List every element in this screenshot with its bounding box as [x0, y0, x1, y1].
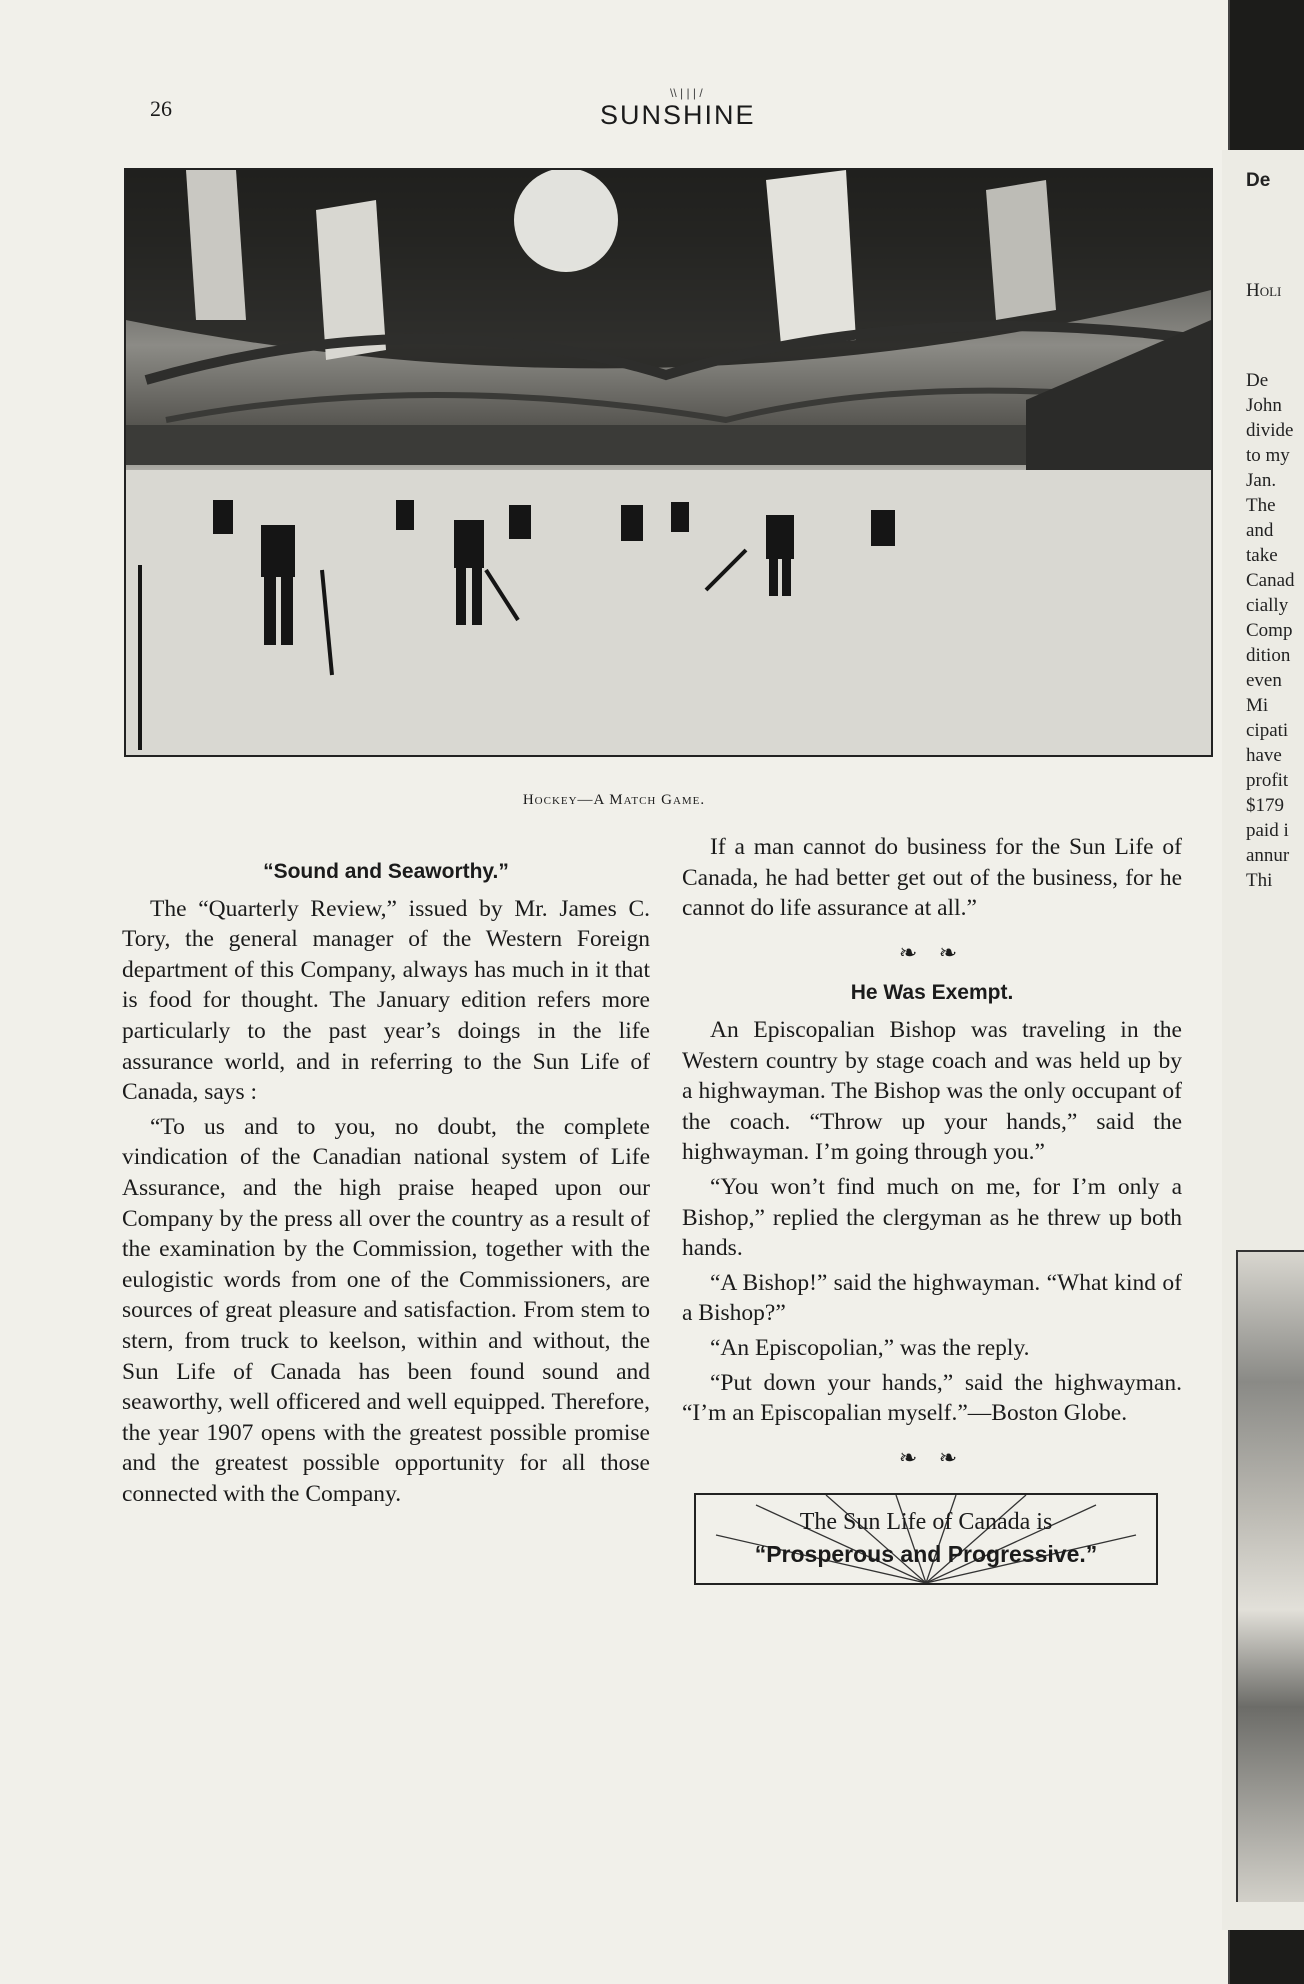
- adjacent-fragment: have: [1246, 745, 1282, 766]
- adjacent-fragment: paid i: [1246, 820, 1289, 841]
- adjacent-page-edge: [1222, 150, 1304, 1930]
- adjacent-fragment: Comp: [1246, 620, 1293, 641]
- adjacent-fragment: Thi: [1246, 870, 1273, 891]
- article-paragraph: “Put down your hands,” said the highwayman. “I’m an Episcopalian myself.”—Boston Globe.: [682, 1369, 1182, 1427]
- adjacent-fragment: divide: [1246, 420, 1294, 441]
- hockey-scene-drawing: [126, 170, 1211, 755]
- adjacent-page-photograph: [1236, 1250, 1304, 1902]
- article-paragraph: “A Bishop!” said the highwayman. “What kind of a Bishop?”: [682, 1269, 1182, 1327]
- adjacent-fragment: profit: [1246, 770, 1289, 791]
- adjacent-fragment: dition: [1246, 645, 1291, 666]
- adjacent-fragment: annur: [1246, 845, 1290, 866]
- right-column: [682, 832, 1182, 1585]
- adjacent-fragment: Jan.: [1246, 470, 1277, 491]
- sun-rays-icon: \\ | | | /: [670, 86, 703, 100]
- page-number: 26: [150, 96, 172, 121]
- adjacent-fragment: to my: [1246, 445, 1290, 466]
- adjacent-fragment: $179: [1246, 795, 1284, 816]
- adjacent-fragment: take: [1246, 545, 1278, 566]
- article-heading-sound-and-seaworthy: “Sound and Seaworthy.”: [263, 860, 509, 883]
- adjacent-fragment: John: [1246, 395, 1282, 416]
- article-heading-he-was-exempt: He Was Exempt.: [850, 981, 1014, 1005]
- adjacent-fragment: Mi: [1246, 695, 1269, 716]
- article-paragraph: “An Episcopolian,” was the reply.: [710, 1334, 1030, 1361]
- adjacent-fragment: Holi: [1246, 280, 1282, 301]
- advert-line-2: “Prosperous and Progressive.”: [754, 1541, 1098, 1568]
- article-paragraph: An Episcopalian Bishop was traveling in the Western country by stage coach and was held up by a highwayman. The Bishop was the only occupant of the coach. “Throw up your hands,” said the highwayman. I’m going through you.”: [682, 1016, 1182, 1166]
- adjacent-fragment: and: [1246, 520, 1274, 541]
- sun-life-advertisement: [694, 1493, 1158, 1585]
- article-paragraph: “You won’t find much on me, for I’m only a Bishop,” replied the clergyman as he threw up both hands.: [682, 1173, 1182, 1262]
- adjacent-fragment: even: [1246, 670, 1282, 691]
- article-paragraph: “To us and to you, no doubt, the complete vindication of the Canadian national system of Life Assurance, and the high praise heaped upon our Company by the press all over the country as a result of the examination by the Commission, together with the eulogistic words from one of the Commissioners, are sources of great pleasure and satisfaction. From stem to stern, from truck to keelson, within and without, the Sun Life of Canada has been found sound and seaworthy, well officered and well equipped. Therefore, the year 1907 opens with the greatest possible promise and the greatest possible opportunity for all those connected with the Company.: [122, 1113, 650, 1507]
- article-continuation: If a man cannot do business for the Sun Life of Canada, he had better get out of the business, for he cannot do life assurance at all.”: [682, 834, 1182, 922]
- adjacent-fragment: The: [1246, 495, 1276, 516]
- leaf-ornament-icon: ❧ ❧: [898, 1444, 966, 1470]
- masthead-text: SUNSHINE: [600, 100, 756, 130]
- photo-caption: Hockey—A Match Game.: [522, 792, 706, 808]
- adjacent-fragment: cially: [1246, 595, 1289, 616]
- hockey-photograph: [124, 168, 1213, 757]
- article-paragraph: The “Quarterly Review,” issued by Mr. James C. Tory, the general manager of the Western Foreign department of this Company, always has much in it that is food for thought. The January edition refers more particularly to the past year’s doings in the life assurance world, and in referring to the Sun Life of Canada, says :: [122, 895, 650, 1106]
- adjacent-fragment: De: [1246, 170, 1271, 191]
- left-column: [122, 857, 650, 1513]
- adjacent-fragment: De: [1246, 370, 1269, 391]
- adjacent-fragment: cipati: [1246, 720, 1289, 741]
- leaf-ornament-icon: ❧ ❧: [898, 939, 966, 965]
- advert-line-1: The Sun Life of Canada is: [799, 1509, 1053, 1536]
- masthead-title: [600, 86, 756, 131]
- adjacent-fragment: Canad: [1246, 570, 1295, 591]
